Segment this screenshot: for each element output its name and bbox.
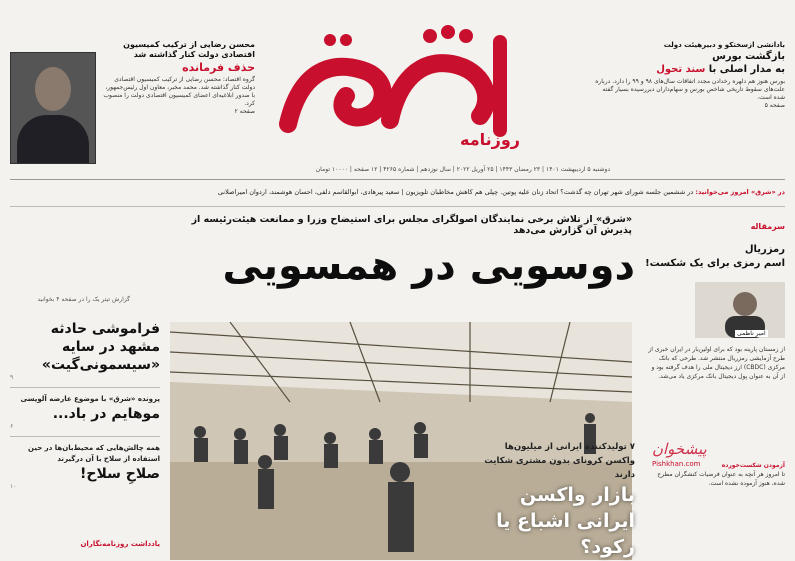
pishkhan-url: Pishkhan.com — [652, 460, 701, 468]
left-teaser-body: گروه اقتصاد: محسن رضایی از ترکیب کمیسیون اقتصادی دولت کنار گذاشته شد. محمد مخبر، معاون اول رئیس‌جمهور، با صدور ابلاغیه‌ای اعضای کمیسیون اقتصادی دولت را منصوب کرد. — [103, 76, 255, 107]
story-alopecia-kicker: پرونده «شرق» با موضوع عارضه آلوپسی — [20, 395, 160, 403]
editorial-kicker: رمزریال — [744, 244, 785, 255]
main-headline[interactable]: دوسویی در همسویی — [222, 243, 635, 289]
mohsen-rezaei-photo — [10, 52, 96, 164]
story-rangers[interactable] — [10, 443, 160, 490]
ticker-label: در «شرق» امروز می‌خوانید: — [695, 188, 785, 196]
left-column — [10, 320, 160, 490]
editorial-section-label: سرمقاله — [750, 222, 785, 231]
photo-caption[interactable] — [475, 440, 635, 560]
author-name: امیر ناظمی — [737, 330, 766, 337]
left-footer[interactable]: یادداشت روزنامه‌نگاران — [80, 540, 160, 548]
editorial-body-text: از زمستان پارینه بود که برای اولین‌بار در ایران خبری از طرح آزمایشی رمزریال منتشر شد. طرحی که بانک مرکزی (CBDC) ارز دیجیتال ملی را هدف گرفته بود و از آن به عنوان پول دیجیتال بانک مرکزی یاد می‌شد. — [648, 346, 785, 380]
right-teaser-title-2 — [595, 63, 785, 76]
story-mashhad-page: ۹ — [10, 374, 14, 381]
story-alopecia-page: ۶ — [10, 423, 14, 430]
left-teaser-title: حذف فرمانده — [182, 61, 255, 74]
story-rangers-page: ۱۰ — [10, 483, 17, 490]
ticker — [10, 188, 785, 202]
story-mashhad-title: فراموشی حادثه مشهد در سایه «سیسمونی‌گیت» — [41, 321, 160, 373]
story-rangers-kicker: همه چالش‌هایی که محیط‌بان‌ها در حین استفاده از سلاح با آن درگیرند — [28, 444, 160, 463]
divider — [10, 387, 160, 388]
report-note: گزارش تیتر یک را در صفحه ۴ بخوانید — [37, 296, 130, 303]
editorial-subhead: آزمودن شکست‌خورده — [721, 462, 785, 469]
left-teaser-kicker: محسن رضایی از ترکیب کمیسیون اقتصادی دولت کنار گذاشته شد — [123, 40, 255, 59]
header-rule — [10, 179, 785, 180]
ticker-text: در ششمین جلسه شورای شهر تهران چه گذشت؟ اتحاد زنان علیه پوتین. چپلی هم کاهش مخاطبان تلویزیون | سعید پیرهادی، ابوالقاسم دلفی، احسان هوشمند، اردوان امیراصلانی — [217, 188, 694, 196]
dateline: دوشنبه ۵ اردیبهشت ۱۴۰۱ | ۲۳ رمضان ۱۴۴۳ | ۲۵ آوریل ۲۰۲۲ | سال نوزدهم | شماره ۴۲۶۵ | ۱۲ صفحه | ۱۰۰۰۰ تومان — [315, 166, 610, 173]
right-teaser-title-prefix: به مدار اصلی با — [708, 64, 785, 75]
editorial-title: اسم رمزی برای یک شکست! — [645, 258, 785, 269]
editorial-body-text-2: تا امروز هر آنچه به عنوان فرضیات کنشگران مطرح شده، هنوز آزموده نشده است. — [657, 471, 785, 487]
right-teaser-page: صفحه ۵ — [764, 102, 785, 109]
photo-caption-kicker: ۷ تولیدکننده ایرانی از میلیون‌ها واکسن کرونای بدون مشتری شکایت دارند — [484, 442, 635, 480]
right-teaser-body: بورس هنوز هم دلهره رخدادن مجدد اتفاقات سال‌های ۹۸ و ۹۹ را دارد. درباره علت‌های سقوط تاریخی شاخص بورس و سهام‌داران دیر‌رسیده بسیار گفته شده است. — [595, 78, 785, 101]
main-kicker[interactable]: «شرق» از تلاش برخی نمایندگان اصولگرای مجلس برای استیضاح وزرا و ممانعت هیئت‌رئیسه از پذیرش آن گزارش می‌دهد — [191, 214, 632, 236]
right-teaser[interactable] — [595, 40, 785, 170]
story-alopecia-title: موهایم در باد... — [52, 406, 160, 422]
masthead — [270, 12, 520, 162]
photo-caption-title: بازار واکسن ایرانی اشباع یا رکود؟ — [496, 484, 635, 558]
right-teaser-kicker: بادانشی ازسختکو و دبیرهیئت دولت — [663, 41, 785, 49]
story-rangers-title: صلاحِ سلاح! — [80, 466, 160, 482]
story-mashhad[interactable] — [10, 320, 160, 381]
right-teaser-title-1: بازگشت بورس — [712, 51, 785, 62]
divider — [10, 436, 160, 437]
left-teaser[interactable] — [10, 40, 255, 170]
logo-subtitle: روزنامه — [460, 130, 520, 149]
left-teaser-page: صفحه ۲ — [234, 108, 255, 115]
pishkhan-watermark: پیشخوان — [652, 440, 707, 458]
ticker-rule — [10, 206, 785, 207]
editorial-column[interactable] — [645, 222, 785, 271]
right-teaser-title-red: سند تحول — [656, 64, 706, 75]
story-alopecia[interactable] — [10, 394, 160, 430]
